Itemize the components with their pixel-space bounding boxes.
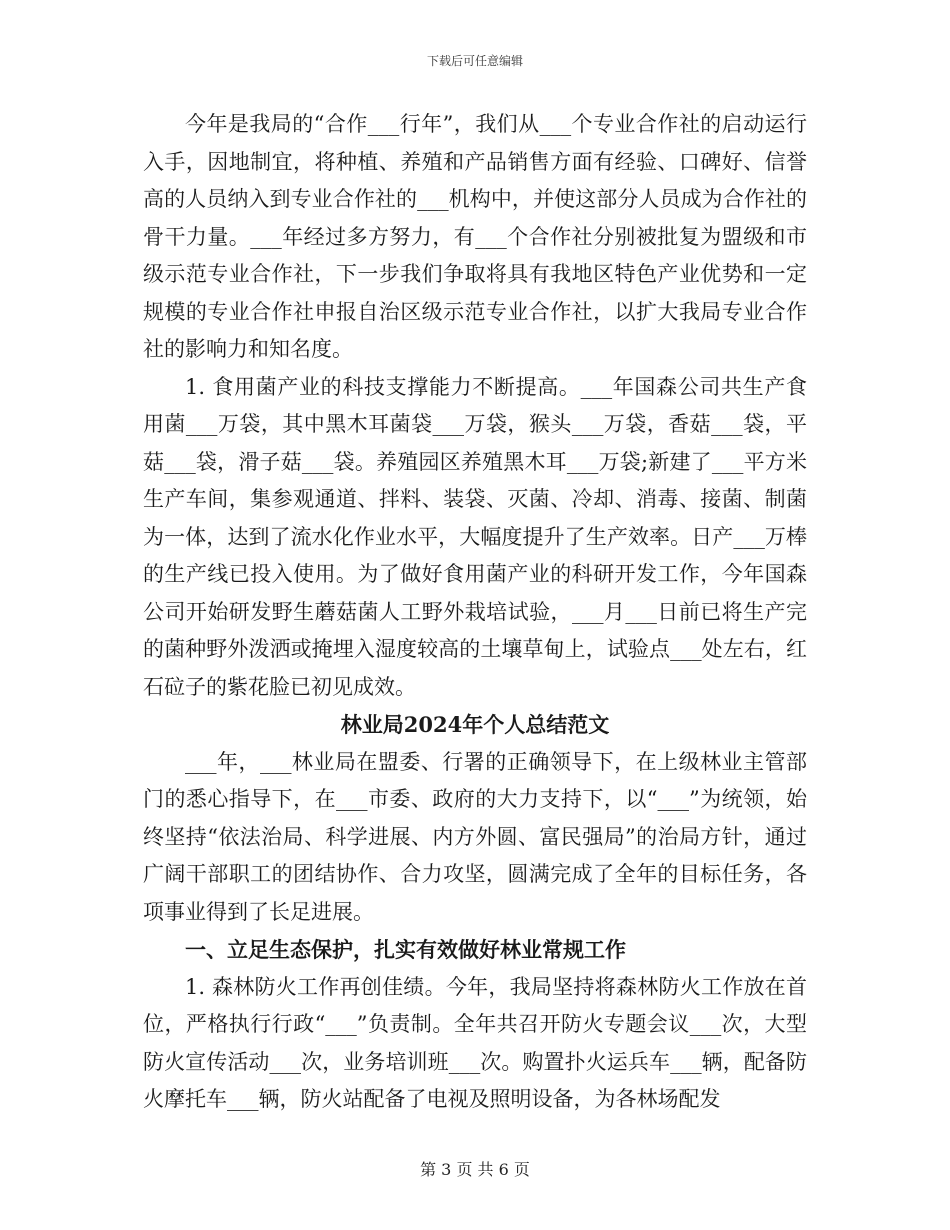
paragraph-fungus-industry: 1. 食用菌产业的科技支撑能力不断提高。___年国森公司共生产食用菌___万袋，其中黑木耳菌袋___万袋，猴头___万袋，香菇___袋，平菇___袋，滑子菇___袋。养殖园区养殖黑木耳___万袋;新建了___平方米生产车间，集参观通道、拌料、装袋、灭菌、冷却、消毒、接菌、制菌为一体，达到了流水化作业水平，大幅度提升了生产效率。日产___万棒的生产线已投入使用。为了做好食用菌产业的科研开发工作，今年国森公司开始研发野生蘑菇菌人工野外栽培试验，___月___日前已将生产完的菌种野外泼洒或掩埋入湿度较高的土壤草甸上，试验点___处左右，红石砬子的紫花脸已初见成效。 bbox=[143, 374, 807, 699]
section-heading-1: 一、立足生态保护，扎实有效做好林业常规工作 bbox=[185, 937, 626, 962]
paragraph-intro: ___年，___林业局在盟委、行署的正确领导下，在上级林业主管部门的悉心指导下，在___市委、政府的大力支持下，以“___”为统领，始终坚持“依法治局、科学进展、内方外圆、富民强局”的治局方针，通过广阔干部职工的团结协作、合力攻坚，圆满完成了全年的目标任务，各项事业得到了长足进展。 bbox=[143, 749, 807, 924]
paragraph-fire-prevention: 1. 森林防火工作再创佳绩。今年，我局坚持将森林防火工作放在首位，严格执行行政“___”负责制。全年共召开防火专题会议___次，大型防火宣传活动___次，业务培训班___次。购置扑火运兵车___辆，配备防火摩托车___辆，防火站配备了电视及照明设备，为各林场配发 bbox=[143, 974, 807, 1111]
page-footer: 第 3 页 共 6 页 bbox=[420, 1160, 530, 1179]
page-header: 下载后可任意编辑 bbox=[426, 54, 523, 68]
document-body bbox=[143, 106, 807, 1119]
paragraph-cooperative: 今年是我局的“合作___行年”，我们从___个专业合作社的启动运行入手，因地制宜，将种植、养殖和产品销售方面有经验、口碑好、信誉高的人员纳入到专业合作社的___机构中，并使这部分人员成为合作社的骨干力量。___年经过多方努力，有___个合作社分别被批复为盟级和市级示范专业合作社，下一步我们争取将具有我地区特色产业优势和一定规模的专业合作社申报自治区级示范专业合作社，以扩大我局专业合作社的影响力和知名度。 bbox=[143, 112, 807, 361]
document-title: 林业局2024年个人总结范文 bbox=[340, 712, 610, 737]
